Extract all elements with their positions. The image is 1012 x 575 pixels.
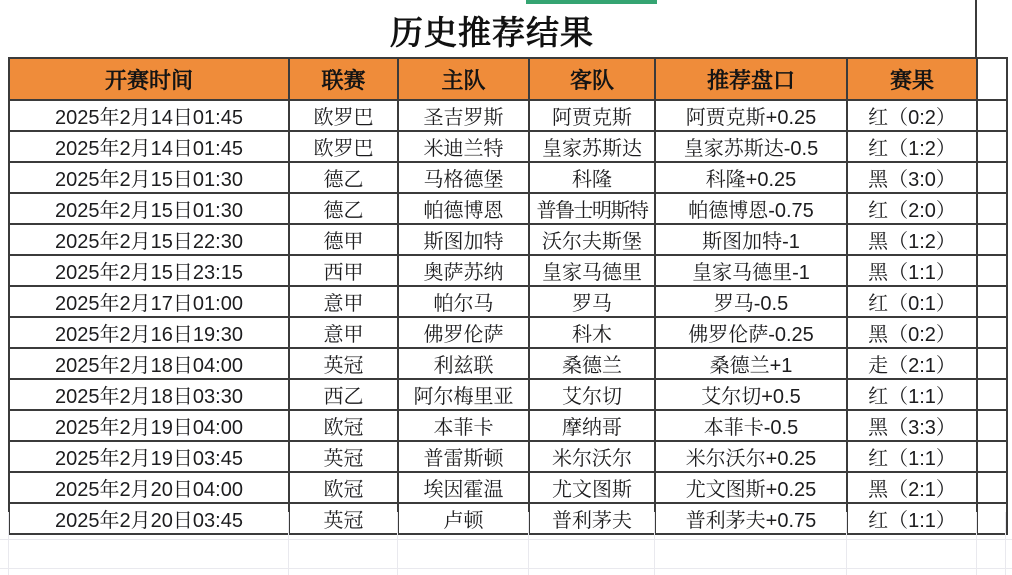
cell-handicap[interactable]: 阿贾克斯+0.25 bbox=[655, 100, 847, 131]
cell-league[interactable]: 欧罗巴 bbox=[289, 131, 398, 162]
cell-result[interactable]: 红（1:2） bbox=[847, 131, 977, 162]
title-right-border bbox=[975, 0, 977, 59]
empty-header-cell[interactable] bbox=[977, 58, 1007, 100]
cell-home[interactable]: 马格德堡 bbox=[398, 162, 529, 193]
table-row bbox=[9, 379, 1007, 410]
cell-result[interactable]: 黑（3:0） bbox=[847, 162, 977, 193]
empty-grid-vline bbox=[846, 512, 847, 575]
page-title[interactable]: 历史推荐结果 bbox=[390, 13, 594, 51]
cell-time[interactable]: 2025年2月15日23:15 bbox=[9, 255, 289, 286]
cell-league[interactable]: 德乙 bbox=[289, 162, 398, 193]
column-header-league[interactable]: 联赛 bbox=[289, 58, 398, 100]
cell-handicap[interactable]: 艾尔切+0.5 bbox=[655, 379, 847, 410]
empty-cell[interactable] bbox=[977, 441, 1007, 472]
column-header-handicap[interactable]: 推荐盘口 bbox=[655, 58, 847, 100]
column-header-time[interactable]: 开赛时间 bbox=[9, 58, 289, 100]
cell-result[interactable]: 黑（2:1） bbox=[847, 472, 977, 503]
results-table bbox=[8, 57, 1008, 535]
cell-home[interactable]: 帕德博恩 bbox=[398, 193, 529, 224]
empty-grid-vline bbox=[397, 512, 398, 575]
cell-home[interactable]: 阿尔梅里亚 bbox=[398, 379, 529, 410]
cell-result[interactable]: 黑（0:2） bbox=[847, 317, 977, 348]
cell-result[interactable]: 红（1:1） bbox=[847, 441, 977, 472]
table-body bbox=[9, 100, 1007, 534]
cell-home[interactable]: 普雷斯顿 bbox=[398, 441, 529, 472]
cell-time[interactable]: 2025年2月19日03:45 bbox=[9, 441, 289, 472]
table-row bbox=[9, 255, 1007, 286]
empty-cell[interactable] bbox=[977, 472, 1007, 503]
cell-handicap[interactable]: 皇家苏斯达-0.5 bbox=[655, 131, 847, 162]
empty-cell[interactable] bbox=[977, 379, 1007, 410]
cell-time[interactable]: 2025年2月16日19:30 bbox=[9, 317, 289, 348]
cell-result[interactable]: 走（2:1） bbox=[847, 348, 977, 379]
cell-handicap[interactable]: 普利茅夫+0.75 bbox=[655, 503, 847, 534]
empty-cell[interactable] bbox=[977, 410, 1007, 441]
table-row bbox=[9, 162, 1007, 193]
cell-away[interactable]: 沃尔夫斯堡 bbox=[529, 224, 655, 255]
cell-home[interactable]: 圣吉罗斯 bbox=[398, 100, 529, 131]
empty-grid-vline bbox=[528, 512, 529, 575]
table-row bbox=[9, 100, 1007, 131]
table-row bbox=[9, 503, 1007, 534]
empty-cell[interactable] bbox=[977, 224, 1007, 255]
empty-grid-vline bbox=[8, 512, 9, 575]
empty-grid-vline bbox=[976, 512, 977, 575]
table-row bbox=[9, 286, 1007, 317]
cell-home[interactable]: 卢顿 bbox=[398, 503, 529, 534]
cell-handicap[interactable]: 米尔沃尔+0.25 bbox=[655, 441, 847, 472]
cell-league[interactable]: 意甲 bbox=[289, 317, 398, 348]
cell-home[interactable]: 帕尔马 bbox=[398, 286, 529, 317]
cell-away[interactable]: 米尔沃尔 bbox=[529, 441, 655, 472]
cell-league[interactable]: 英冠 bbox=[289, 441, 398, 472]
cell-away[interactable]: 科木 bbox=[529, 317, 655, 348]
cell-league[interactable]: 德乙 bbox=[289, 193, 398, 224]
table-row bbox=[9, 317, 1007, 348]
cell-away[interactable]: 科隆 bbox=[529, 162, 655, 193]
cell-league[interactable]: 意甲 bbox=[289, 286, 398, 317]
cell-away[interactable]: 摩纳哥 bbox=[529, 410, 655, 441]
cell-time[interactable]: 2025年2月15日01:30 bbox=[9, 162, 289, 193]
cell-result[interactable]: 黑（1:2） bbox=[847, 224, 977, 255]
cell-handicap[interactable]: 斯图加特-1 bbox=[655, 224, 847, 255]
empty-grid-vline bbox=[1005, 512, 1006, 575]
cell-time[interactable]: 2025年2月18日03:30 bbox=[9, 379, 289, 410]
table-row bbox=[9, 441, 1007, 472]
empty-cell[interactable] bbox=[977, 317, 1007, 348]
cell-away[interactable]: 艾尔切 bbox=[529, 379, 655, 410]
empty-cell[interactable] bbox=[977, 503, 1007, 534]
cell-league[interactable]: 欧罗巴 bbox=[289, 100, 398, 131]
cell-home[interactable]: 埃因霍温 bbox=[398, 472, 529, 503]
empty-cell[interactable] bbox=[977, 255, 1007, 286]
empty-cell[interactable] bbox=[977, 100, 1007, 131]
column-header-result[interactable]: 赛果 bbox=[847, 58, 977, 100]
empty-grid-hline bbox=[0, 568, 1012, 569]
cell-league[interactable]: 欧冠 bbox=[289, 472, 398, 503]
cell-time[interactable]: 2025年2月19日04:00 bbox=[9, 410, 289, 441]
cell-away[interactable]: 尤文图斯 bbox=[529, 472, 655, 503]
cell-league[interactable]: 西甲 bbox=[289, 255, 398, 286]
cell-away[interactable]: 普鲁士明斯特 bbox=[529, 193, 655, 224]
cell-league[interactable]: 英冠 bbox=[289, 503, 398, 534]
column-header-away[interactable]: 客队 bbox=[529, 58, 655, 100]
cell-home[interactable]: 佛罗伦萨 bbox=[398, 317, 529, 348]
cell-home[interactable]: 斯图加特 bbox=[398, 224, 529, 255]
cell-handicap[interactable]: 皇家马德里-1 bbox=[655, 255, 847, 286]
cell-time[interactable]: 2025年2月15日22:30 bbox=[9, 224, 289, 255]
cell-away[interactable]: 罗马 bbox=[529, 286, 655, 317]
empty-cell[interactable] bbox=[977, 131, 1007, 162]
empty-cell[interactable] bbox=[977, 162, 1007, 193]
table-row bbox=[9, 193, 1007, 224]
cell-time[interactable]: 2025年2月20日04:00 bbox=[9, 472, 289, 503]
cell-handicap[interactable]: 罗马-0.5 bbox=[655, 286, 847, 317]
cell-handicap[interactable]: 帕德博恩-0.75 bbox=[655, 193, 847, 224]
cell-handicap[interactable]: 科隆+0.25 bbox=[655, 162, 847, 193]
cell-home[interactable]: 利兹联 bbox=[398, 348, 529, 379]
cell-time[interactable]: 2025年2月17日01:00 bbox=[9, 286, 289, 317]
cell-handicap[interactable]: 尤文图斯+0.25 bbox=[655, 472, 847, 503]
cell-time[interactable]: 2025年2月14日01:45 bbox=[9, 131, 289, 162]
table-row bbox=[9, 224, 1007, 255]
cell-league[interactable]: 欧冠 bbox=[289, 410, 398, 441]
cell-league[interactable]: 英冠 bbox=[289, 348, 398, 379]
cell-result[interactable]: 黑（3:3） bbox=[847, 410, 977, 441]
table-row bbox=[9, 410, 1007, 441]
cell-result[interactable]: 红（1:1） bbox=[847, 379, 977, 410]
cell-away[interactable]: 皇家马德里 bbox=[529, 255, 655, 286]
cell-result[interactable]: 红（0:2） bbox=[847, 100, 977, 131]
cell-result[interactable]: 红（1:1） bbox=[847, 503, 977, 534]
cell-handicap[interactable]: 佛罗伦萨-0.25 bbox=[655, 317, 847, 348]
cell-time[interactable]: 2025年2月18日04:00 bbox=[9, 348, 289, 379]
cell-home[interactable]: 本菲卡 bbox=[398, 410, 529, 441]
cell-away[interactable]: 皇家苏斯达 bbox=[529, 131, 655, 162]
cell-league[interactable]: 德甲 bbox=[289, 224, 398, 255]
column-header-home[interactable]: 主队 bbox=[398, 58, 529, 100]
empty-grid-vline bbox=[654, 512, 655, 575]
empty-cell[interactable] bbox=[977, 286, 1007, 317]
header-row bbox=[9, 58, 1007, 100]
cell-handicap[interactable]: 桑德兰+1 bbox=[655, 348, 847, 379]
cell-away[interactable]: 阿贾克斯 bbox=[529, 100, 655, 131]
cell-home[interactable]: 奥萨苏纳 bbox=[398, 255, 529, 286]
empty-cell[interactable] bbox=[977, 348, 1007, 379]
cell-result[interactable]: 红（2:0） bbox=[847, 193, 977, 224]
empty-cell[interactable] bbox=[977, 193, 1007, 224]
video-progress-bar bbox=[526, 0, 657, 4]
cell-time[interactable]: 2025年2月15日01:30 bbox=[9, 193, 289, 224]
empty-grid-hline bbox=[0, 539, 1012, 540]
cell-home[interactable]: 米迪兰特 bbox=[398, 131, 529, 162]
cell-handicap[interactable]: 本菲卡-0.5 bbox=[655, 410, 847, 441]
cell-time[interactable]: 2025年2月14日01:45 bbox=[9, 100, 289, 131]
cell-time[interactable]: 2025年2月20日03:45 bbox=[9, 503, 289, 534]
cell-league[interactable]: 西乙 bbox=[289, 379, 398, 410]
cell-away[interactable]: 普利茅夫 bbox=[529, 503, 655, 534]
table-row bbox=[9, 348, 1007, 379]
cell-result[interactable]: 红（0:1） bbox=[847, 286, 977, 317]
empty-grid-vline bbox=[288, 512, 289, 575]
table-row bbox=[9, 131, 1007, 162]
cell-result[interactable]: 黑（1:1） bbox=[847, 255, 977, 286]
table-row bbox=[9, 472, 1007, 503]
cell-away[interactable]: 桑德兰 bbox=[529, 348, 655, 379]
